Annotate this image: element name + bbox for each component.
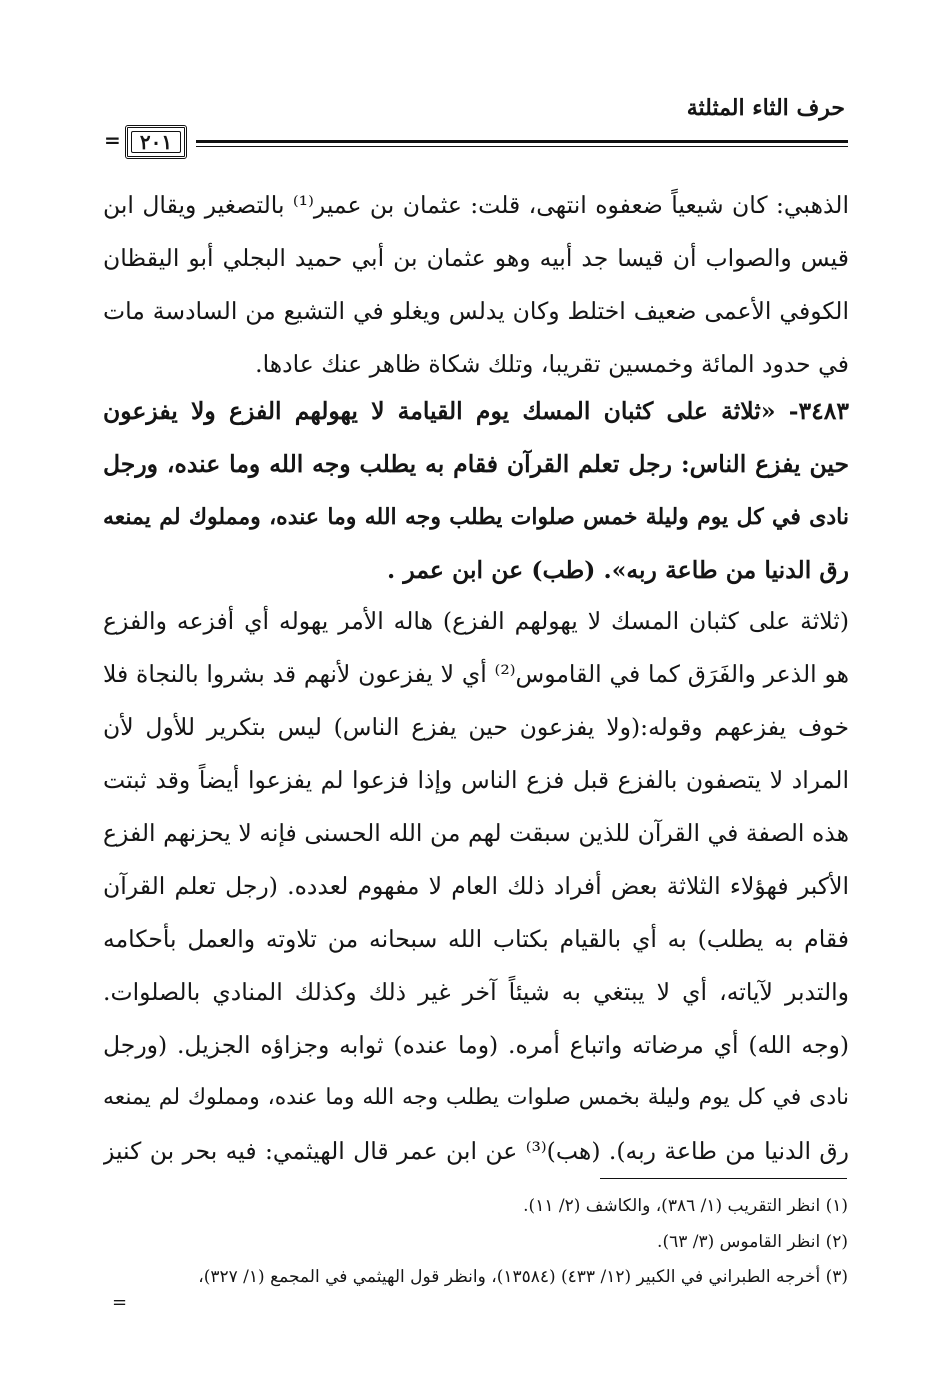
commentary-line-3: خوف يفزعهم وقوله:(ولا يفزعون حين يفزع الناس) ليس بتكرير للأول لأن xyxy=(103,713,849,741)
page-number-frame xyxy=(131,131,181,153)
page-number-box xyxy=(125,125,187,159)
header-continuation-mark: = xyxy=(104,128,121,152)
header-rule-thin xyxy=(196,146,848,147)
header-rule-thick xyxy=(196,140,848,143)
commentary-line-6: الأكبر فهؤلاء الثلاثة بعض أفراد ذلك العام لا مفهوم لعدده. (رجل تعلم القرآن xyxy=(103,872,849,900)
commentary-line-8: والتدبر لآياته، أي لا يبتغي به شيئاً آخر غير ذلك وكذلك المنادي بالصلوات. xyxy=(103,978,849,1006)
footnote-2: (٢) انظر القاموس (٣/ ٦٣). xyxy=(657,1232,848,1252)
commentary-line-9: (وجه الله) أي مرضاته واتباع أمره. (وما عنده) ثوابه وجزاؤه الجزيل. (ورجل xyxy=(103,1031,849,1059)
body-line-3: الكوفي الأعمى ضعيف اختلط وكان يدلس ويغلو في التشيع من السادسة مات xyxy=(103,297,849,325)
hadith-line-4: رق الدنيا من طاعة ربه». (طب) عن ابن عمر . xyxy=(387,556,849,584)
hadith-line-2: حين يفزع الناس: رجل تعلم القرآن فقام به يطلب وجه الله وما عنده، ورجل xyxy=(103,450,849,478)
commentary-line-2: هو الذعر والفَرَق كما في القاموس⁽²⁾ أي لا يفزعون لأنهم قد بشروا بالنجاة فلا xyxy=(103,660,849,688)
commentary-line-7: فقام به يطلب) به أي بالقيام بكتاب الله سبحانه من تلاوته والعمل بأحكامه xyxy=(103,925,849,953)
footnote-3: (٣) أخرجه الطبراني في الكبير (١٢/ ٤٣٣) (١٣٥٨٤)، وانظر قول الهيثمي في المجمع (١/ ٣٢٧)، xyxy=(198,1267,848,1287)
running-header-title: حرف الثاء المثلثة xyxy=(686,95,845,121)
body-line-2: قيس والصواب أن قيسا جد أبيه وهو عثمان بن أبي حميد البجلي أبو اليقظان xyxy=(103,244,849,272)
commentary-line-5: هذه الصفة في القرآن للذين سبقت لهم من الله الحسنى فإنه لا يحزنهم الفزع xyxy=(103,819,849,847)
footnote-separator xyxy=(600,1178,847,1179)
page-number: ٢٠١ xyxy=(139,130,173,154)
commentary-line-4: المراد لا يتصفون بالفزع قبل فزع الناس وإذا فزعوا لم يفزعوا أيضاً وقد ثبتت xyxy=(103,766,849,794)
body-line-1: الذهبي: كان شيعياً ضعفوه انتهى، قلت: عثمان بن عمير⁽¹⁾ بالتصغير ويقال ابن xyxy=(103,191,849,219)
commentary-line-11: رق الدنيا من طاعة ربه). (هب)⁽³⁾ عن ابن عمر قال الهيثمي: فيه بحر بن كنيز xyxy=(103,1137,849,1165)
hadith-line-1: ٣٤٨٣- «ثلاثة على كثبان المسك يوم القيامة لا يهولهم الفزع ولا يفزعون xyxy=(103,397,849,425)
commentary-line-10: نادى في كل يوم وليلة بخمس صلوات يطلب وجه الله وما عنده، ومملوك لم يمنعه xyxy=(103,1085,849,1110)
hadith-line-3: نادى في كل يوم وليلة خمس صلوات يطلب وجه الله وما عنده، ومملوك لم يمنعه xyxy=(103,504,849,530)
footnote-1: (١) انظر التقريب (١/ ٣٨٦)، والكاشف (٢/ ١١). xyxy=(523,1196,848,1216)
commentary-line-1: (ثلاثة على كثبان المسك لا يهولهم الفزع) هاله الأمر يهوله أي أفزعه والفزع xyxy=(103,607,849,635)
footnote-continuation-mark: = xyxy=(112,1292,128,1313)
body-line-4: في حدود المائة وخمسين تقريبا، وتلك شكاة ظاهر عنك عادها. xyxy=(255,350,849,378)
